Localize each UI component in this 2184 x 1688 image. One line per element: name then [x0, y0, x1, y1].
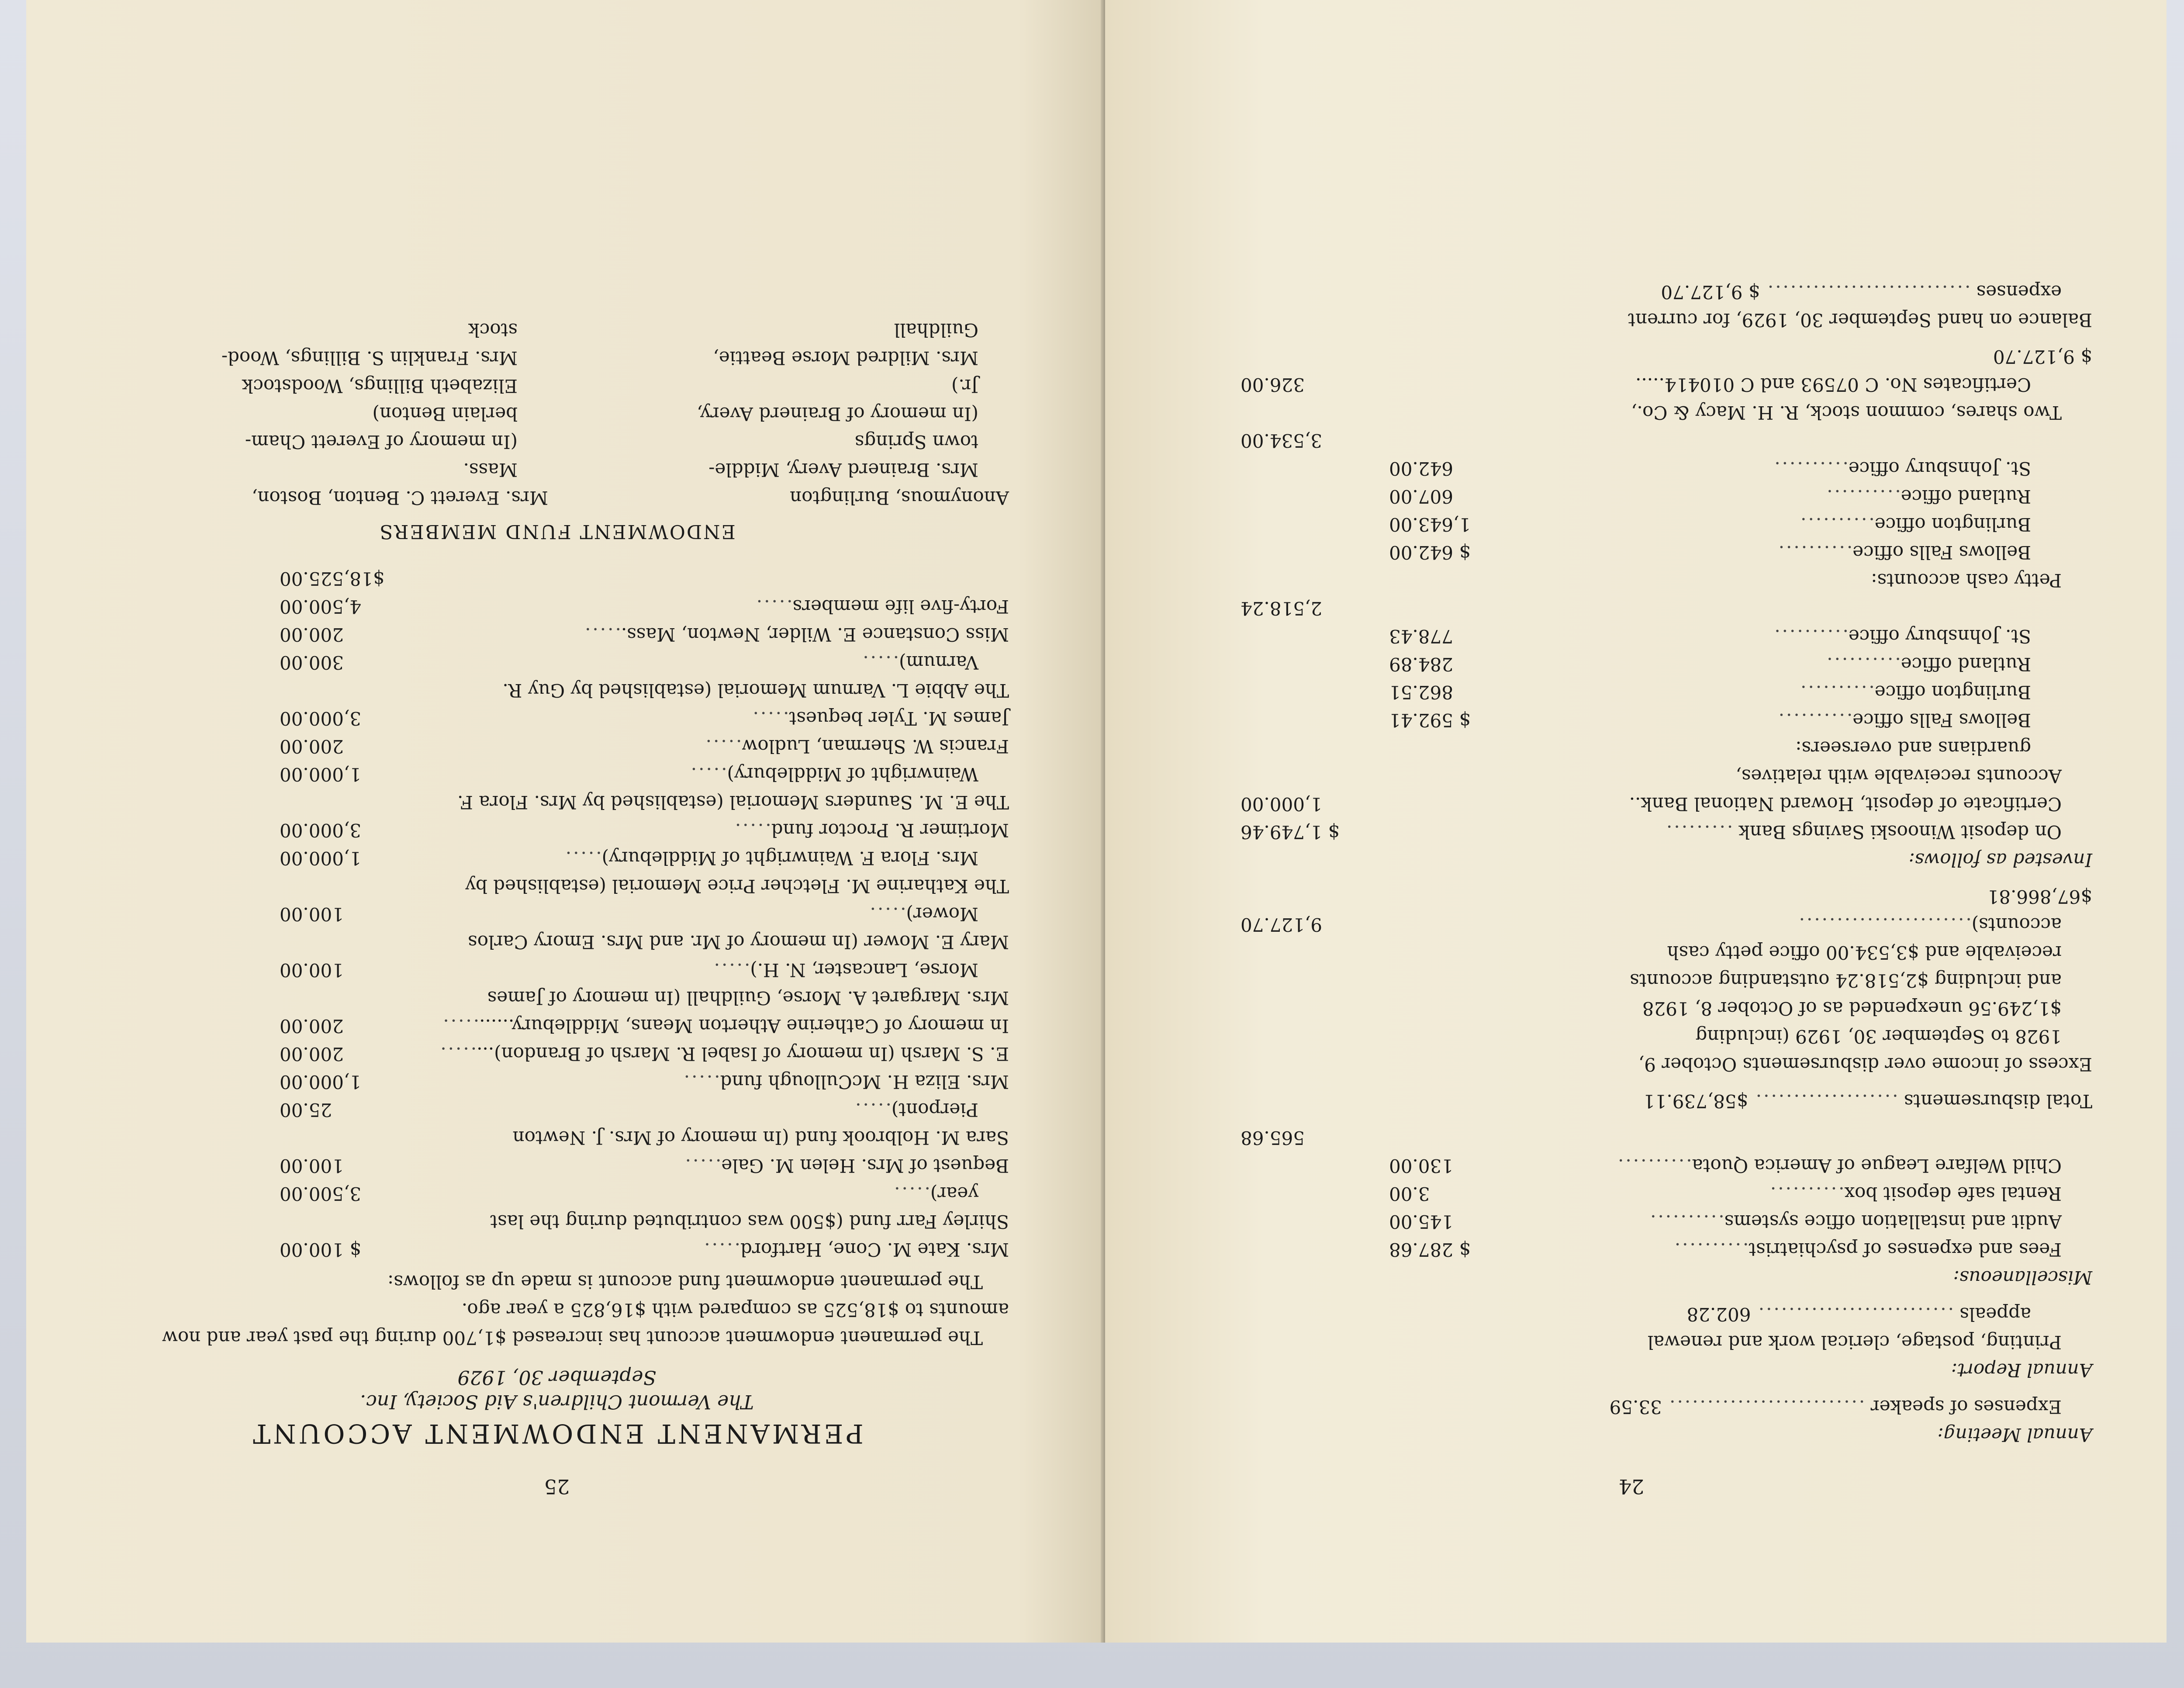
- fund-line: Shirley Farr fund ($500 was contributed during the last: [490, 1211, 1009, 1232]
- petty-item-amount: 607.00: [1389, 486, 1453, 507]
- receivable-item-label: Burlington office: [1874, 681, 2031, 703]
- printing-amount: 602.28: [1686, 1304, 1751, 1325]
- shares-row-1: Two shares, common stock, R. H. Macy & Co.,: [1631, 402, 2062, 423]
- fund-line: Mrs. Eliza H. McCullough fund..... 1,000.00: [105, 1068, 1009, 1096]
- petty-item-row: Rutland office.......... 607.00: [1171, 482, 2092, 510]
- receivable-total-row: [1171, 594, 2092, 622]
- excess-line: $1,249.56 unexpended as of October 8, 1928: [1642, 998, 2062, 1019]
- excess-line: Excess of income over disbursements October 9,: [1638, 1054, 2092, 1075]
- fund-line: The Katharine M. Fletcher Price Memorial (established by: [465, 875, 1009, 897]
- members-right-column: [105, 316, 548, 512]
- receivable-item-row: St. Johnsbury office.......... 778.43: [1171, 622, 2092, 650]
- fund-amount: 200.00: [280, 1015, 344, 1037]
- shares-row-2: Certificates No. C 07593 and C 010414..... 326.00: [1171, 370, 2092, 398]
- member-line: Mrs. Mildred Morse Beattie,: [713, 347, 978, 369]
- misc-subtotal-row: [1171, 1124, 2092, 1152]
- fund-amount: 200.00: [280, 1043, 344, 1065]
- page-25: [26, 0, 1105, 1643]
- misc-item-amount: $ 287.68: [1389, 1239, 1471, 1260]
- member-line: Guildhall: [894, 319, 978, 341]
- member-line: Mrs. Franklin S. Billings, Wood-: [221, 347, 518, 369]
- member-line: Mrs. Everett C. Benton, Boston,: [252, 487, 548, 508]
- misc-item-label: Audit and installation office systems: [1724, 1211, 2062, 1232]
- receivable-item-amount: 284.89: [1389, 654, 1453, 675]
- fund-line: The E. M. Saunders Memorial (established by Mrs. Flora F.: [457, 792, 1009, 813]
- receivable-item-row: Burlington office.......... 862.51: [1171, 678, 2092, 706]
- fund-amount: 3,500.00: [280, 1183, 362, 1204]
- petty-item-label: St. Johnsbury office: [1848, 458, 2031, 479]
- fund-amount: 200.00: [280, 736, 344, 757]
- fund-line: E. S. Marsh (In memory of Isabel R. Marsh of Brandon)........ 200.00: [105, 1040, 1009, 1068]
- receivable-item-row: Rutland office.......... 284.89: [1171, 650, 2092, 678]
- receivable-item-amount: 778.43: [1389, 626, 1453, 647]
- receivable-total: 2,518.24: [1241, 598, 1323, 619]
- misc-item-amount: 130.00: [1389, 1155, 1453, 1176]
- member-line: Jr.): [951, 375, 978, 397]
- misc-item-amount: 145.00: [1389, 1211, 1453, 1232]
- petty-item-label: Burlington office: [1874, 514, 2031, 535]
- receivable-item-label: Rutland office: [1901, 654, 2031, 675]
- fund-line: James M. Tyler bequest..... 3,000.00: [105, 704, 1009, 732]
- misc-item-label: Child Welfare League of America Quota: [1692, 1155, 2062, 1176]
- receivable-item-label: Bellows Falls office: [1852, 709, 2031, 731]
- fund-line: Mower)..... 100.00: [105, 900, 1009, 928]
- shares-amount: 326.00: [1241, 374, 1305, 395]
- annual-meeting-heading: Annual Meeting:: [1937, 1424, 2092, 1446]
- petty-item-amount: $ 642.00: [1389, 542, 1471, 563]
- excess-line: accounts)....................... 9,127.70: [1171, 910, 2092, 938]
- intro-paragraph: The permanent endowment account has increased $1,700 during the past year and now amounts to $18,525 as compared with $16,825 a year ago.: [162, 1299, 1009, 1349]
- certificate-amount: 1,000.00: [1241, 793, 1323, 815]
- misc-item-amount: 3.00: [1389, 1183, 1430, 1204]
- misc-heading: Miscellaneous:: [1953, 1267, 2092, 1288]
- certificate-row: Certificate of deposit, Howard National Bank.. 1,000.00: [1171, 790, 2092, 818]
- speaker-row: Expenses of speaker .......................... 33.59: [1609, 1396, 2062, 1418]
- fund-line: The Abbie L. Varnum Memorial (established by Guy R.: [502, 680, 1009, 701]
- fund-amount: 100.00: [280, 959, 344, 981]
- invested-total: $ 9,127.70: [1993, 346, 2092, 367]
- fund-line: Morse, Lancaster, N. H.)..... 100.00: [105, 956, 1009, 984]
- member-line: stock: [468, 319, 518, 341]
- fund-line: Mrs. Flora F. Wainwright of Middlebury)..... 1,000.00: [105, 844, 1009, 872]
- misc-item-row: Fees and expenses of psychiatrist.......... $ 287.68: [1171, 1235, 2092, 1263]
- subtitle-date: September 30, 1929: [457, 1366, 657, 1388]
- excess-total: $67,866.81: [1987, 886, 2092, 907]
- fund-line: Bequest of Mrs. Helen M. Gale..... 100.00: [105, 1152, 1009, 1180]
- fund-list: [105, 592, 1009, 1263]
- total-disbursements-amount: $58,739.11: [1643, 1090, 1749, 1112]
- misc-subtotal: 565.68: [1241, 1127, 1305, 1148]
- fund-line: Mrs. Margaret A. Morse, Guildhall (In memory of James: [487, 987, 1009, 1009]
- misc-item-row: Audit and installation office systems.......... 145.00: [1171, 1207, 2092, 1235]
- total-disbursements-row: Total disbursements ................... $58,739.11: [1643, 1090, 2092, 1112]
- petty-item-amount: 642.00: [1389, 458, 1453, 479]
- invested-total-row: [1171, 342, 2092, 370]
- excess-total-row: [1171, 882, 2092, 910]
- petty-total-row: [1171, 426, 2092, 454]
- fund-line: Sara M. Holbrook fund (In memory of Mrs. J. Newton: [512, 1127, 1009, 1148]
- misc-item-row: Rental safe deposit box.......... 3.00: [1171, 1180, 2092, 1207]
- petty-item-label: Rutland office: [1901, 486, 2031, 507]
- petty-total: 3,534.00: [1241, 430, 1323, 451]
- misc-list: [1171, 1152, 2092, 1263]
- petty-item-row: Bellows Falls office.......... $ 642.00: [1171, 538, 2092, 566]
- misc-item-row: Child Welfare League of America Quota.......... 130.00: [1171, 1152, 2092, 1180]
- member-line: Mrs. Brainerd Avery, Middle-: [708, 459, 978, 481]
- member-line: town Springs: [854, 431, 978, 453]
- fund-amount: 100.00: [280, 903, 344, 925]
- receivable-item-row: Bellows Falls office.......... $ 592.41: [1171, 706, 2092, 734]
- fund-line: Miss Constance E. Wilder, Newton, Mass...... 200.00: [105, 620, 1009, 648]
- fund-line: Mary E. Mower (In memory of Mr. and Mrs. Emory Carlos: [468, 931, 1009, 953]
- misc-item-label: Fees and expenses of psychiatrist: [1749, 1239, 2062, 1260]
- fund-amount: 1,000.00: [280, 1071, 362, 1093]
- balance-row-1: Balance on hand September 30, 1929, for current: [1628, 309, 2092, 331]
- winooski-amount: 1,749.46: [1241, 821, 1323, 843]
- fund-amount: $ 100.00: [280, 1239, 362, 1260]
- receivable-list: [1171, 622, 2092, 734]
- fund-amount: 25.00: [280, 1099, 332, 1121]
- speaker-amount: 33.59: [1609, 1396, 1662, 1418]
- printing-row-1: Printing, postage, clerical work and renewal: [1647, 1332, 2062, 1353]
- excess-line: and including $2,518.24 outstanding accounts: [1630, 970, 2062, 991]
- fund-amount: 100.00: [280, 1155, 344, 1176]
- subtitle-society: The Vermont Children's Aid Society, Inc.: [360, 1391, 754, 1413]
- member-line: Anonymous, Burlington: [790, 487, 1009, 508]
- booklet-spread: [26, 0, 2167, 1643]
- fund-amount: 300.00: [280, 652, 344, 673]
- fund-line: Mortimer R. Proctor fund..... 3,000.00: [105, 816, 1009, 844]
- petty-list: [1171, 454, 2092, 566]
- petty-item-amount: 1,643.00: [1389, 514, 1471, 535]
- made-up-paragraph: The permanent endowment fund account is made up as follows:: [387, 1271, 983, 1293]
- receivable-item-amount: $ 592.41: [1389, 709, 1471, 731]
- receivable-item-label: St. Johnsbury office: [1848, 626, 2031, 647]
- misc-item-label: Rental safe deposit box: [1844, 1183, 2062, 1204]
- excess-block: [1171, 910, 2092, 1078]
- page-title: PERMANENT ENDOWMENT ACCOUNT: [250, 1418, 864, 1449]
- fund-line: Francis W. Sherman, Ludlow..... 200.00: [105, 732, 1009, 760]
- fund-line: Forty-five life members..... 4,500.00: [105, 592, 1009, 620]
- members-left-column: [566, 316, 1009, 512]
- petty-item-row: Burlington office.......... 1,643.00: [1171, 510, 2092, 538]
- excess-line: 1928 to September 30, 1929 (including: [1695, 1026, 2062, 1047]
- receivable-heading-1: Accounts receivable with relatives,: [1735, 765, 2062, 787]
- petty-item-row: St. Johnsbury office.......... 642.00: [1171, 454, 2092, 482]
- balance-row-2: expenses ........................... $ 9,127.70: [1661, 281, 2062, 303]
- fund-line: year)..... 3,500.00: [105, 1180, 1009, 1207]
- fund-line: Mrs. Kate M. Cone, Hartford..... $ 100.00: [105, 1235, 1009, 1263]
- fund-amount: 1,000.00: [280, 847, 362, 869]
- petty-item-label: Bellows Falls office: [1852, 542, 2031, 563]
- excess-line: receivable and $3,534.00 office petty cash: [1667, 942, 2062, 963]
- member-line: Mass.: [463, 459, 518, 481]
- fund-line: Wainwright of Middlebury)..... 1,000.00: [105, 760, 1009, 788]
- fund-amount: 200.00: [280, 624, 344, 645]
- funds-total-row: [105, 564, 1009, 592]
- fund-amount: 3,000.00: [280, 820, 362, 841]
- excess-amount: 9,127.70: [1241, 914, 1323, 935]
- fund-amount: 1,000.00: [280, 764, 362, 785]
- page-number: 25: [544, 1475, 570, 1498]
- balance-amount: $ 9,127.70: [1661, 281, 1760, 303]
- petty-heading: Petty cash accounts:: [1871, 570, 2062, 591]
- winooski-row: On deposit Winooski Savings Bank ......... $ 1,749.46: [1241, 821, 2062, 843]
- fund-line: In memory of Catherine Atherton Means, Middlebury........... 200.00: [105, 1012, 1009, 1040]
- fund-amount: 4,500.00: [280, 596, 362, 617]
- receivable-heading-2: guardians and overseers:: [1795, 737, 2031, 759]
- receivable-item-amount: 862.51: [1389, 681, 1453, 703]
- printing-row-2: appeals .......................... 602.28: [1686, 1304, 2031, 1325]
- members-columns: [105, 316, 1009, 512]
- fund-amount: 3,000.00: [280, 708, 362, 729]
- members-heading: ENDOWMENT FUND MEMBERS: [378, 520, 736, 543]
- fund-line: Pierpont)..... 25.00: [105, 1096, 1009, 1124]
- page-24: [1105, 0, 2167, 1643]
- fund-line: Varnum)..... 300.00: [105, 648, 1009, 676]
- page-number: 24: [1618, 1475, 1645, 1498]
- member-line: (In memory of Everett Cham-: [245, 431, 518, 453]
- member-line: berlain Benton): [372, 403, 518, 425]
- annual-report-heading: Annual Report:: [1951, 1359, 2092, 1381]
- funds-total: $18,525.00: [280, 568, 385, 589]
- member-line: Elizabeth Billings, Woodstock: [242, 375, 518, 397]
- member-line: (In memory of Brainerd Avery,: [697, 403, 978, 425]
- invested-heading: Invested as follows:: [1908, 849, 2092, 871]
